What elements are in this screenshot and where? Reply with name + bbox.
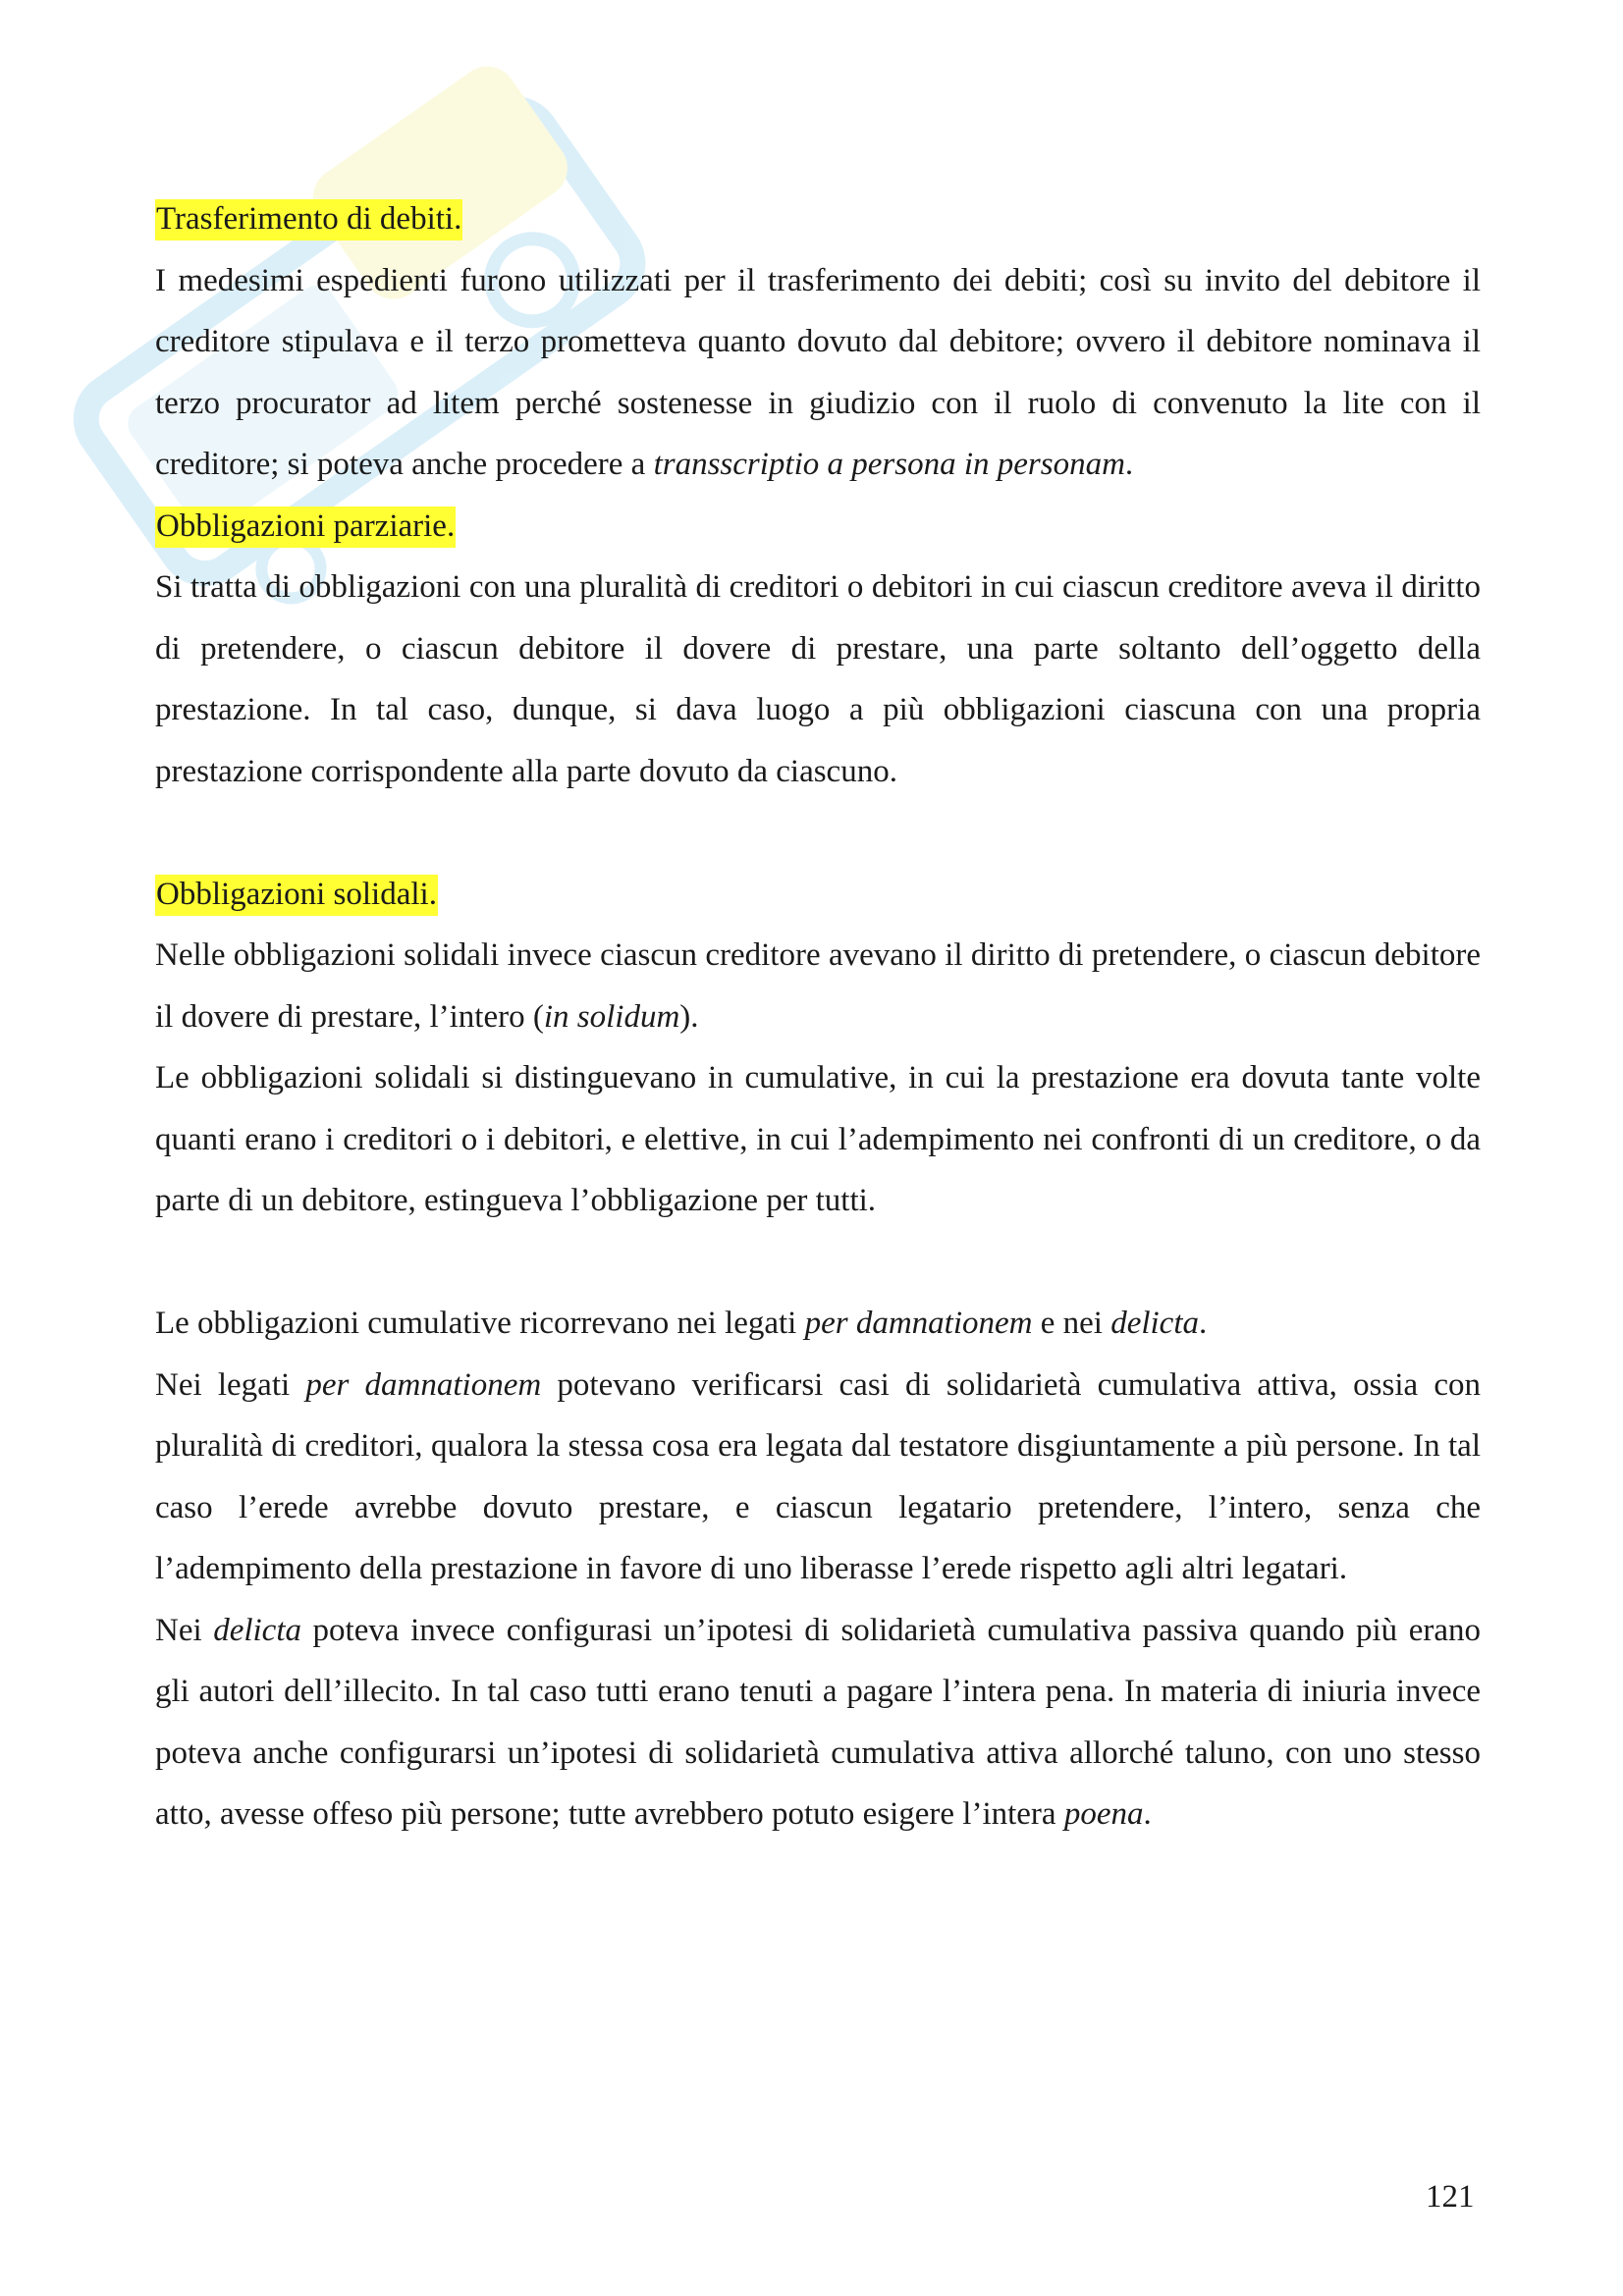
italic-term: per damnationem: [804, 1306, 1033, 1341]
highlighted-heading: Trasferimento di debiti.: [155, 199, 462, 240]
paragraph-parziarie: Si tratta di obbligazioni con una pluralità di creditori o debitori in cui ciascun creditore aveva il diritto di pretendere, o ciascun debitore il dovere di prestare, una parte soltanto dell’oggetto della prestazione. In tal caso, dunque, si dava luogo a più obbligazioni ciascuna con una propria prestazione corrispondente alla parte dovuto da ciascuno.: [155, 569, 1481, 789]
paragraph-cumulative-2: [155, 1355, 1481, 1600]
italic-term: in solidum: [543, 998, 680, 1035]
text-run: .: [1124, 447, 1134, 482]
heading-trasferimento: [155, 188, 1481, 250]
italic-term: poena: [1063, 1796, 1144, 1832]
highlighted-heading: Obbligazioni parziarie.: [155, 507, 456, 548]
text-run: .: [1143, 1796, 1152, 1832]
text-run: Nei legati: [155, 1366, 306, 1403]
text-run: I medesimi espedienti furono utilizzati per il trasferimento dei debiti; così su invito del debitore il creditore stipulava e il terzo prometteva quanto dovuto dal debitore; ovvero il debitore nominava il terzo procurator ad litem perché sostenesse in giudizio con il ruolo di convenuto la lite con il creditore; si poteva anche procedere a: [155, 262, 1481, 482]
heading-solidali: [155, 864, 1481, 926]
text-run: potevano verificarsi casi di solidarietà cumulativa attiva, ossia con pluralità di creditori, qualora la stessa cosa era legata dal testatore disgiuntamente a più persone. In tal caso l’erede avrebbe dovuto prestare, e ciascun legatario pretendere, l’intero, senza che l’adempimento della prestazione in favore di uno liberasse l’erede rispetto agli altri legatari.: [155, 1366, 1481, 1586]
spacer: [155, 1232, 1481, 1294]
spacer: [155, 802, 1481, 864]
paragraph-solidali-1: [155, 925, 1481, 1047]
text-run: poteva invece configurasi un’ipotesi di solidarietà cumulativa passiva quando più erano gli autori dell’illecito. In tal caso tutti erano tenuti a pagare l’intera pena. In materia di iniuria invece poteva anche configurarsi un’ipotesi di solidarietà cumulativa attiva allorché taluno, con uno stesso atto, avesse offeso più persone; tutte avrebbero potuto esigere l’intera: [155, 1612, 1481, 1832]
text-run: e nei: [1032, 1306, 1111, 1341]
paragraph-cumulative-3: [155, 1600, 1481, 1845]
page-body: [155, 188, 1481, 1845]
heading-parziarie: [155, 496, 1481, 558]
text-run: Nelle obbligazioni solidali invece ciascun creditore avevano il diritto di pretendere, o ciascun debitore il dovere di prestare, l’intero (: [155, 937, 1481, 1035]
text-run: .: [1199, 1306, 1208, 1341]
italic-term: transscriptio a persona in personam: [653, 447, 1125, 482]
italic-term: delicta: [1110, 1306, 1200, 1341]
paragraph-solidali-2: Le obbligazioni solidali si distinguevano in cumulative, in cui la prestazione era dovuta tante volte quanti erano i creditori o i debitori, e elettive, in cui l’adempimento nei confronti di un creditore, o da parte di un debitore, estingueva l’obbligazione per tutti.: [155, 1060, 1481, 1218]
text-run: ).: [679, 998, 699, 1035]
paragraph-cumulative-1: [155, 1293, 1481, 1355]
highlighted-heading: Obbligazioni solidali.: [155, 875, 438, 916]
italic-term: delicta: [213, 1612, 302, 1648]
page-number: 121: [1426, 2179, 1475, 2215]
text-run: Le obbligazioni cumulative ricorrevano nei legati: [155, 1306, 805, 1341]
text-run: Nei: [155, 1612, 214, 1648]
italic-term: per damnationem: [305, 1366, 542, 1403]
paragraph-trasferimento: [155, 250, 1481, 496]
